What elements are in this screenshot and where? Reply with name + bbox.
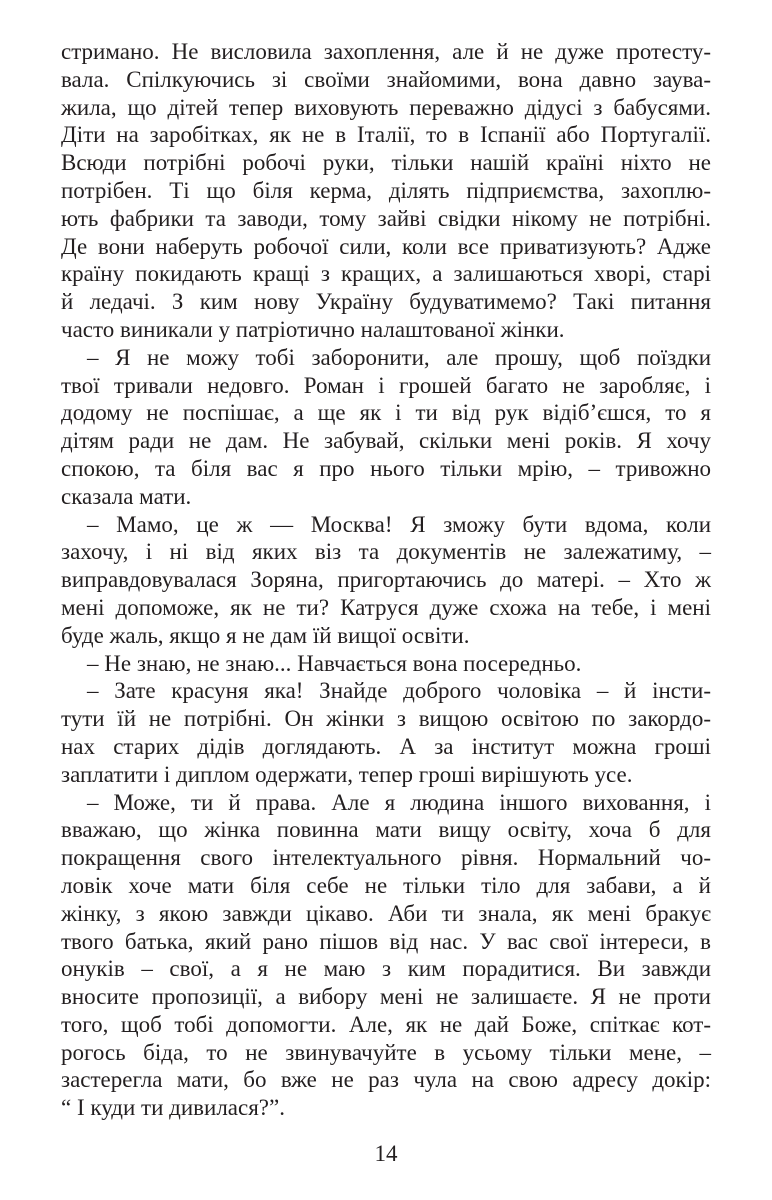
text-line: застерегла мати, бо вже не раз чула на свою адресу докір: (61, 1067, 711, 1093)
text-line: сказала мати. (61, 483, 192, 509)
text-line: буде жаль, якщо я не дам їй вищої освіти. (61, 622, 470, 648)
text-line: Діти на заробітках, як не в Італії, то в Іспанії або Португалії. (61, 122, 711, 148)
text-line: вносите пропозиції, а вибору мені не залишаєте. Я не проти (61, 984, 711, 1010)
text-line: Де вони наберуть робочої сили, коли все приватизують? Адже (61, 233, 711, 259)
text-line: покращення свого інтелектуального рівня. Нормальний чо- (61, 845, 711, 871)
text-line: виправдовувалася Зоряна, пригортаючись до матері. – Хто ж (61, 567, 711, 593)
page-number: 14 (374, 1141, 398, 1166)
text-line: жила, що дітей тепер виховують переважно дідусі з бабусями. (61, 94, 711, 120)
text-line: онуків – свої, а я не маю з ким порадитися. Ви завжди (61, 956, 711, 982)
text-line: Всюди потрібні робочі руки, тільки нашій країні ніхто не (61, 150, 711, 176)
text-line: – Я не можу тобі заборонити, але прошу, щоб поїздки (87, 344, 711, 370)
text-line: дітям ради не дам. Не забувай, скільки мені років. Я хочу (61, 428, 711, 454)
text-line: ловік хоче мати біля себе не тільки тіло для забави, а й (61, 872, 711, 898)
text-line: – Не знаю, не знаю... Навчається вона посередньо. (87, 650, 582, 676)
text-line: вважаю, що жінка повинна мати вищу освіту, хоча б для (61, 817, 711, 843)
text-line: стримано. Не висловила захоплення, але й не дуже протесту- (61, 39, 711, 64)
text-line: додому не поспішає, а ще як і ти від рук відіб’єшся, то я (61, 400, 711, 426)
text-line: ють фабрики та заводи, тому зайві свідки нікому не потрібні. (61, 205, 711, 231)
text-line: вала. Спілкуючись зі своїми знайомими, вона давно заува- (61, 66, 711, 92)
text-line: – Зате красуня яка! Знайде доброго чоловіка – й інсти- (87, 678, 711, 704)
body-text (61, 38, 711, 1122)
text-line: того, щоб тобі допомогти. Але, як не дай Боже, спіткає кот- (61, 1011, 711, 1037)
text-line: заплатити і диплом одержати, тепер гроші вирішують усе. (61, 761, 633, 787)
text-line: потрібен. Ті що біля керма, ділять підприємства, захоплю- (61, 177, 711, 203)
text-line: й ледачі. З ким нову Україну будуватимемо? Такі питання (61, 289, 711, 315)
text-line: – Може, ти й права. Але я людина іншого виховання, і (87, 789, 711, 815)
text-line: рогось біда, то не звинувачуйте в усьому тільки мене, – (61, 1039, 711, 1065)
text-line: тути їй не потрібні. Он жінки з вищою освітою по закордо- (61, 706, 711, 732)
text-line: “ І куди ти дивилася?”. (61, 1095, 285, 1121)
text-line: часто виникали у патріотично налаштованої жінки. (61, 316, 565, 342)
text-line: спокою, та біля вас я про нього тільки мрію, – тривожно (61, 455, 711, 481)
text-line: твого батька, який рано пішов від нас. У вас свої інтереси, в (61, 928, 711, 954)
text-line: країну покидають кращі з кращих, а залишаються хворі, старі (61, 261, 711, 287)
text-line: жінку, з якою завжди цікаво. Аби ти знала, як мені бракує (61, 900, 711, 926)
text-line: – Мамо, це ж — Москва! Я зможу бути вдома, коли (87, 511, 711, 537)
text-line: мені допоможе, як не ти? Катруся дуже схожа на тебе, і мені (61, 594, 711, 620)
text-line: нах старих дідів доглядають. А за інститут можна гроші (61, 733, 711, 759)
text-line: захочу, і ні від яких віз та документів не залежатиму, – (61, 539, 711, 565)
text-line: твої тривали недовго. Роман і грошей багато не заробляє, і (61, 372, 711, 398)
